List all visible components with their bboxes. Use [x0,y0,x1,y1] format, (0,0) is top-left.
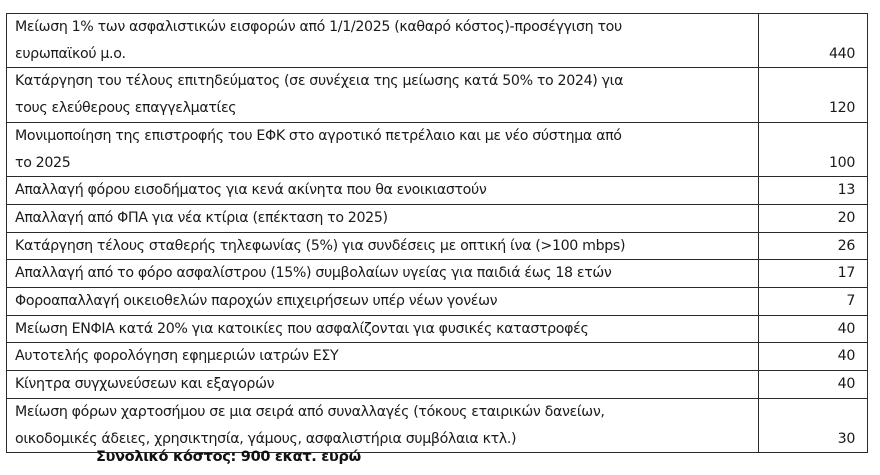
description-line: το 2025 [15,154,71,171]
measures-cost-table [6,13,868,453]
measure-cost: 40 [759,343,868,371]
description-line: Μείωση 1% των ασφαλιστικών εισφορών από 1/1/2025 (καθαρό κόστος)-προσέγγιση του [15,19,622,35]
table-row [7,260,868,288]
measure-cost: 440 [759,14,868,68]
table-row [7,315,868,343]
description-line: Μονιμοποίηση της επιστροφής του ΕΦΚ στο αγροτικό πετρέλαιο και με νέο σύστημα από [15,127,622,144]
table-row [7,14,868,68]
table-row [7,288,868,316]
measure-cost: 26 [759,232,868,260]
description-line: Μείωση φόρων χαρτοσήμου σε μια σειρά από συναλλαγές (τόκους εταιρικών δανείων, [15,403,605,420]
measure-cost: 30 [759,398,868,452]
measure-description: Κατάργηση τέλους σταθερής τηλεφωνίας (5%) για συνδέσεις με οπτική ίνα (>100 mbps) [7,232,759,260]
description-line: Κατάργηση του τέλους επιτηδεύματος (σε συνέχεια της μείωσης κατά 50% το 2024) για [15,73,624,90]
table-row [7,398,868,452]
table-row [7,343,868,371]
table-row [7,232,868,260]
description-line: ευρωπαϊκού μ.ο. [15,45,126,62]
measure-cost: 7 [759,288,868,316]
measure-cost: 17 [759,260,868,288]
measure-description [7,398,759,452]
table-row [7,204,868,232]
description-line: τους ελεύθερους επαγγελματίες [15,100,237,117]
description-line: οικοδομικές άδειες, χρησικτησία, γάμους, ασφαλιστήρια συμβόλαια κτλ.) [15,430,517,447]
measure-cost: 13 [759,177,868,205]
measure-description: Αυτοτελής φορολόγηση εφημεριών ιατρών ΕΣΥ [7,343,759,371]
measure-description [7,122,759,176]
table-row [7,177,868,205]
measure-description: Φοροαπαλλαγή οικειοθελών παροχών επιχειρήσεων υπέρ νέων γονέων [7,288,759,316]
measure-cost: 40 [759,371,868,399]
total-cost-caption: Συνολικό κόστος: 900 εκατ. ευρώ [96,449,361,465]
measure-cost: 100 [759,122,868,176]
measure-cost: 40 [759,315,868,343]
measure-cost: 20 [759,204,868,232]
measure-description [7,14,759,68]
measure-description: Απαλλαγή από το φόρο ασφαλίστρου (15%) συμβολαίων υγείας για παιδιά έως 18 ετών [7,260,759,288]
measure-description: Μείωση ΕΝΦΙΑ κατά 20% για κατοικίες που ασφαλίζονται για φυσικές καταστροφές [7,315,759,343]
measure-description: Απαλλαγή από ΦΠΑ για νέα κτίρια (επέκταση το 2025) [7,204,759,232]
table-row [7,68,868,122]
table-row [7,371,868,399]
measure-description: Απαλλαγή φόρου εισοδήματος για κενά ακίνητα που θα ενοικιαστούν [7,177,759,205]
measure-cost: 120 [759,68,868,122]
measure-description: Κίνητρα συγχωνεύσεων και εξαγορών [7,371,759,399]
table-row [7,122,868,176]
measure-description [7,68,759,122]
